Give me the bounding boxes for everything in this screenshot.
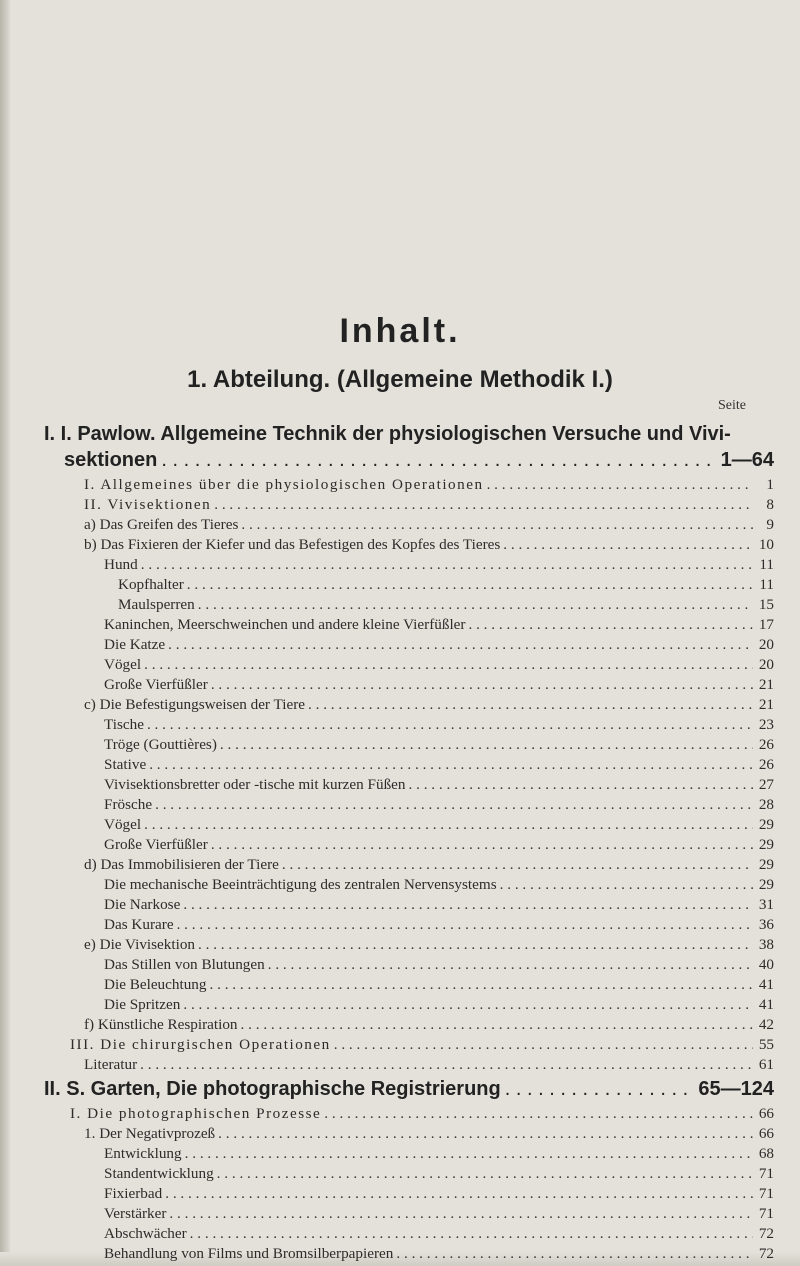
leader-dots: [168, 635, 753, 655]
leader-dots: [211, 835, 753, 855]
toc-entry-label: c) Die Befestigungsweisen der Tiere: [84, 696, 306, 713]
toc-entry-label: Die Narkose: [104, 896, 181, 913]
toc-entry: [84, 535, 774, 555]
leader-dots: [282, 855, 753, 875]
toc-entry-page: 71: [758, 1165, 774, 1182]
toc-entry-label: Standentwicklung: [104, 1165, 214, 1182]
toc-entry-page: 10: [758, 536, 774, 553]
toc-entry: [104, 675, 774, 695]
toc-entry-page: 20: [758, 636, 774, 653]
toc-entry: [104, 955, 774, 975]
toc-entry-label: 1. Der Negativprozeß: [84, 1125, 216, 1142]
toc-entry-page: 23: [758, 716, 774, 733]
toc-entry: [104, 1244, 774, 1264]
toc-entry-label: Die Katze: [104, 636, 166, 653]
toc-entry-page: 66: [758, 1125, 774, 1142]
page-column-label: Seite: [718, 398, 746, 413]
leader-dots: [409, 775, 754, 795]
toc-entry: [104, 875, 774, 895]
toc-entry: [84, 1055, 774, 1075]
toc-entry-page: 26: [758, 736, 774, 753]
toc-entry: [84, 695, 774, 715]
toc-entry-page: 28: [758, 796, 774, 813]
leader-dots: [334, 1035, 753, 1055]
toc-entry: [104, 835, 774, 855]
toc-entry: [84, 475, 774, 495]
toc-entry-page: 27: [758, 776, 774, 793]
toc-entry-page: 11: [759, 576, 774, 593]
toc-entry-page: 11: [759, 556, 774, 573]
leader-dots: [468, 615, 753, 635]
toc-entry: [104, 1204, 774, 1224]
toc-entry-page: 9: [766, 516, 774, 533]
toc-entry-label: Tische: [104, 716, 144, 733]
toc-entry-page: 29: [758, 816, 774, 833]
toc-entry-label: e) Die Vivisektion: [84, 936, 196, 953]
toc-entry-label: Maulsperren: [118, 596, 195, 613]
toc-entry: [84, 495, 774, 515]
toc-entry-page: 31: [758, 896, 774, 913]
toc-entry: [118, 595, 774, 615]
toc-entry-label: Hund: [104, 556, 138, 573]
toc-entry-page: 20: [758, 656, 774, 673]
leader-dots: [149, 755, 753, 775]
part-heading: 1. Abteilung. (Allgemeine Methodik I.): [187, 366, 613, 393]
toc-entry-label: III. Die chirurgischen Operationen: [70, 1036, 331, 1053]
toc-entry-page: 71: [758, 1185, 774, 1202]
toc-entry: [104, 1164, 774, 1184]
toc-entry-label: Fixierbad: [104, 1185, 163, 1202]
leader-dots: [241, 1015, 753, 1035]
toc-entry: [104, 915, 774, 935]
toc-entry: [84, 1015, 774, 1035]
leader-dots: [165, 1184, 753, 1204]
section-heading-2-text: II. S. Garten, Die photographische Registrierung: [44, 1078, 501, 1100]
toc-entry-page: 21: [758, 696, 774, 713]
toc-entry-label: Kopfhalter: [118, 576, 184, 593]
toc-entry-page: 66: [758, 1105, 774, 1122]
toc-entry-page: 17: [758, 616, 774, 633]
toc-entry-label: Frösche: [104, 796, 153, 813]
toc-entry-page: 21: [758, 676, 774, 693]
leader-dots: [220, 735, 753, 755]
toc-entry-label: d) Das Immobilisieren der Tiere: [84, 856, 279, 873]
page-edge-shadow: [0, 0, 10, 1266]
toc-entry-label: I. Allgemeines über die physiologischen Operationen: [84, 476, 484, 493]
toc-entry-page: 61: [758, 1056, 774, 1073]
leader-dots: [169, 1204, 753, 1224]
toc-entry: [104, 975, 774, 995]
toc-entry-label: Abschwächer: [104, 1225, 187, 1242]
leader-dots: [144, 815, 753, 835]
leader-dots: [198, 935, 753, 955]
leader-dots: [500, 875, 753, 895]
toc-entry-label: Stative: [104, 756, 147, 773]
leader-dots: [324, 1104, 753, 1124]
toc-entry-label: II. Vivisektionen: [84, 496, 212, 513]
leader-dots: [183, 895, 753, 915]
leader-dots: [198, 595, 753, 615]
section-heading-1-line1: I. I. Pawlow. Allgemeine Technik der physiologischen Versuche und Vivi-: [44, 423, 731, 445]
toc-entry: [84, 1124, 774, 1144]
toc-entry-label: Behandlung von Films und Bromsilberpapieren: [104, 1245, 394, 1262]
section-heading-1-pages: 1—64: [720, 449, 774, 471]
toc-entry-label: Die mechanische Beeinträchtigung des zentralen Nervensystems: [104, 876, 497, 893]
toc-entry-page: 38: [758, 936, 774, 953]
toc-entry-label: Das Stillen von Blutungen: [104, 956, 265, 973]
leader-dots: [268, 955, 753, 975]
toc-entry: [104, 795, 774, 815]
leader-dots: [217, 1164, 753, 1184]
toc-entry-page: 29: [758, 836, 774, 853]
toc-entry: [118, 575, 774, 595]
toc-entry: [104, 1224, 774, 1244]
toc-entry-label: b) Das Fixieren der Kiefer und das Befestigen des Kopfes des Tieres: [84, 536, 501, 553]
toc-entry-label: Die Spritzen: [104, 996, 181, 1013]
toc-entry-page: 8: [766, 496, 774, 513]
leader-dots: [308, 695, 753, 715]
toc-entry-label: f) Künstliche Respiration: [84, 1016, 238, 1033]
toc-entry-label: Große Vierfüßler: [104, 676, 208, 693]
toc-entry-label: Entwicklung: [104, 1145, 182, 1162]
leader-dots: [218, 1124, 753, 1144]
toc-entry: [104, 655, 774, 675]
leader-dots: [190, 1224, 753, 1244]
toc-entry-page: 1: [766, 476, 774, 493]
leader-dots: [187, 575, 753, 595]
toc-entry-page: 41: [758, 976, 774, 993]
leader-dots: [140, 1055, 753, 1075]
toc-entry-label: I. Die photographischen Prozesse: [70, 1105, 322, 1122]
toc-entry-label: Tröge (Gouttières): [104, 736, 217, 753]
leader-dots: [211, 675, 753, 695]
toc-entry: [104, 635, 774, 655]
toc-entry: [70, 1035, 774, 1055]
leader-dots: [144, 655, 753, 675]
toc-entry: [70, 1104, 774, 1124]
toc-entry-page: 36: [758, 916, 774, 933]
toc-entry-page: 72: [758, 1245, 774, 1262]
toc-entry-page: 72: [758, 1225, 774, 1242]
toc-entry: [104, 555, 774, 575]
toc-entry-page: 68: [758, 1145, 774, 1162]
toc-entry: [104, 1144, 774, 1164]
leader-dots: [183, 995, 753, 1015]
toc-entry-label: Große Vierfüßler: [104, 836, 208, 853]
toc-entry-label: Kaninchen, Meerschweinchen und andere kleine Vierfüßler: [104, 616, 466, 633]
toc-entry-label: Verstärker: [104, 1205, 167, 1222]
leader-dots: [503, 535, 753, 555]
toc-entry-page: 55: [758, 1036, 774, 1053]
leader-dots: [214, 495, 753, 515]
section-heading-2-pages: 65—124: [698, 1078, 774, 1100]
toc-entry: [104, 775, 774, 795]
toc-entry: [104, 615, 774, 635]
leader-dots: [241, 515, 753, 535]
leader-dots: [147, 715, 753, 735]
leader-dots: [185, 1144, 753, 1164]
section-heading-1-line2: [64, 449, 774, 472]
toc-entry-label: a) Das Greifen des Tieres: [84, 516, 239, 533]
toc-entry-page: 71: [758, 1205, 774, 1222]
toc-entry: [104, 715, 774, 735]
page-title: Inhalt.: [339, 312, 461, 350]
toc-entry-label: Vivisektionsbretter oder -tische mit kurzen Füßen: [104, 776, 406, 793]
toc-entry-label: Die Beleuchtung: [104, 976, 207, 993]
leader-dots: [161, 449, 716, 472]
toc-entry: [104, 1184, 774, 1204]
section-heading-2: [44, 1078, 774, 1101]
toc-entry: [104, 895, 774, 915]
section-heading-1-text: sektionen: [64, 449, 158, 471]
leader-dots: [141, 555, 753, 575]
toc-entry: [104, 735, 774, 755]
leader-dots: [177, 915, 753, 935]
leader-dots: [155, 795, 753, 815]
toc-entry-page: 42: [758, 1016, 774, 1033]
toc-entry-page: 41: [758, 996, 774, 1013]
toc-entry-page: 29: [758, 856, 774, 873]
leader-dots: [487, 475, 753, 495]
toc-entry: [104, 995, 774, 1015]
toc-entry-page: 15: [758, 596, 774, 613]
toc-entry-page: 29: [758, 876, 774, 893]
leader-dots: [505, 1078, 695, 1101]
leader-dots: [396, 1244, 753, 1264]
toc-entry-label: Vögel: [104, 656, 142, 673]
toc-entry-page: 40: [758, 956, 774, 973]
toc-entry-label: Literatur: [84, 1056, 138, 1073]
toc-entry: [84, 515, 774, 535]
toc-entry: [104, 815, 774, 835]
toc-entry-label: Vögel: [104, 816, 142, 833]
toc-entry: [104, 755, 774, 775]
toc-entry-label: Das Kurare: [104, 916, 174, 933]
leader-dots: [210, 975, 754, 995]
toc-entry: [84, 935, 774, 955]
toc-entry: [84, 855, 774, 875]
toc-entry-page: 26: [758, 756, 774, 773]
